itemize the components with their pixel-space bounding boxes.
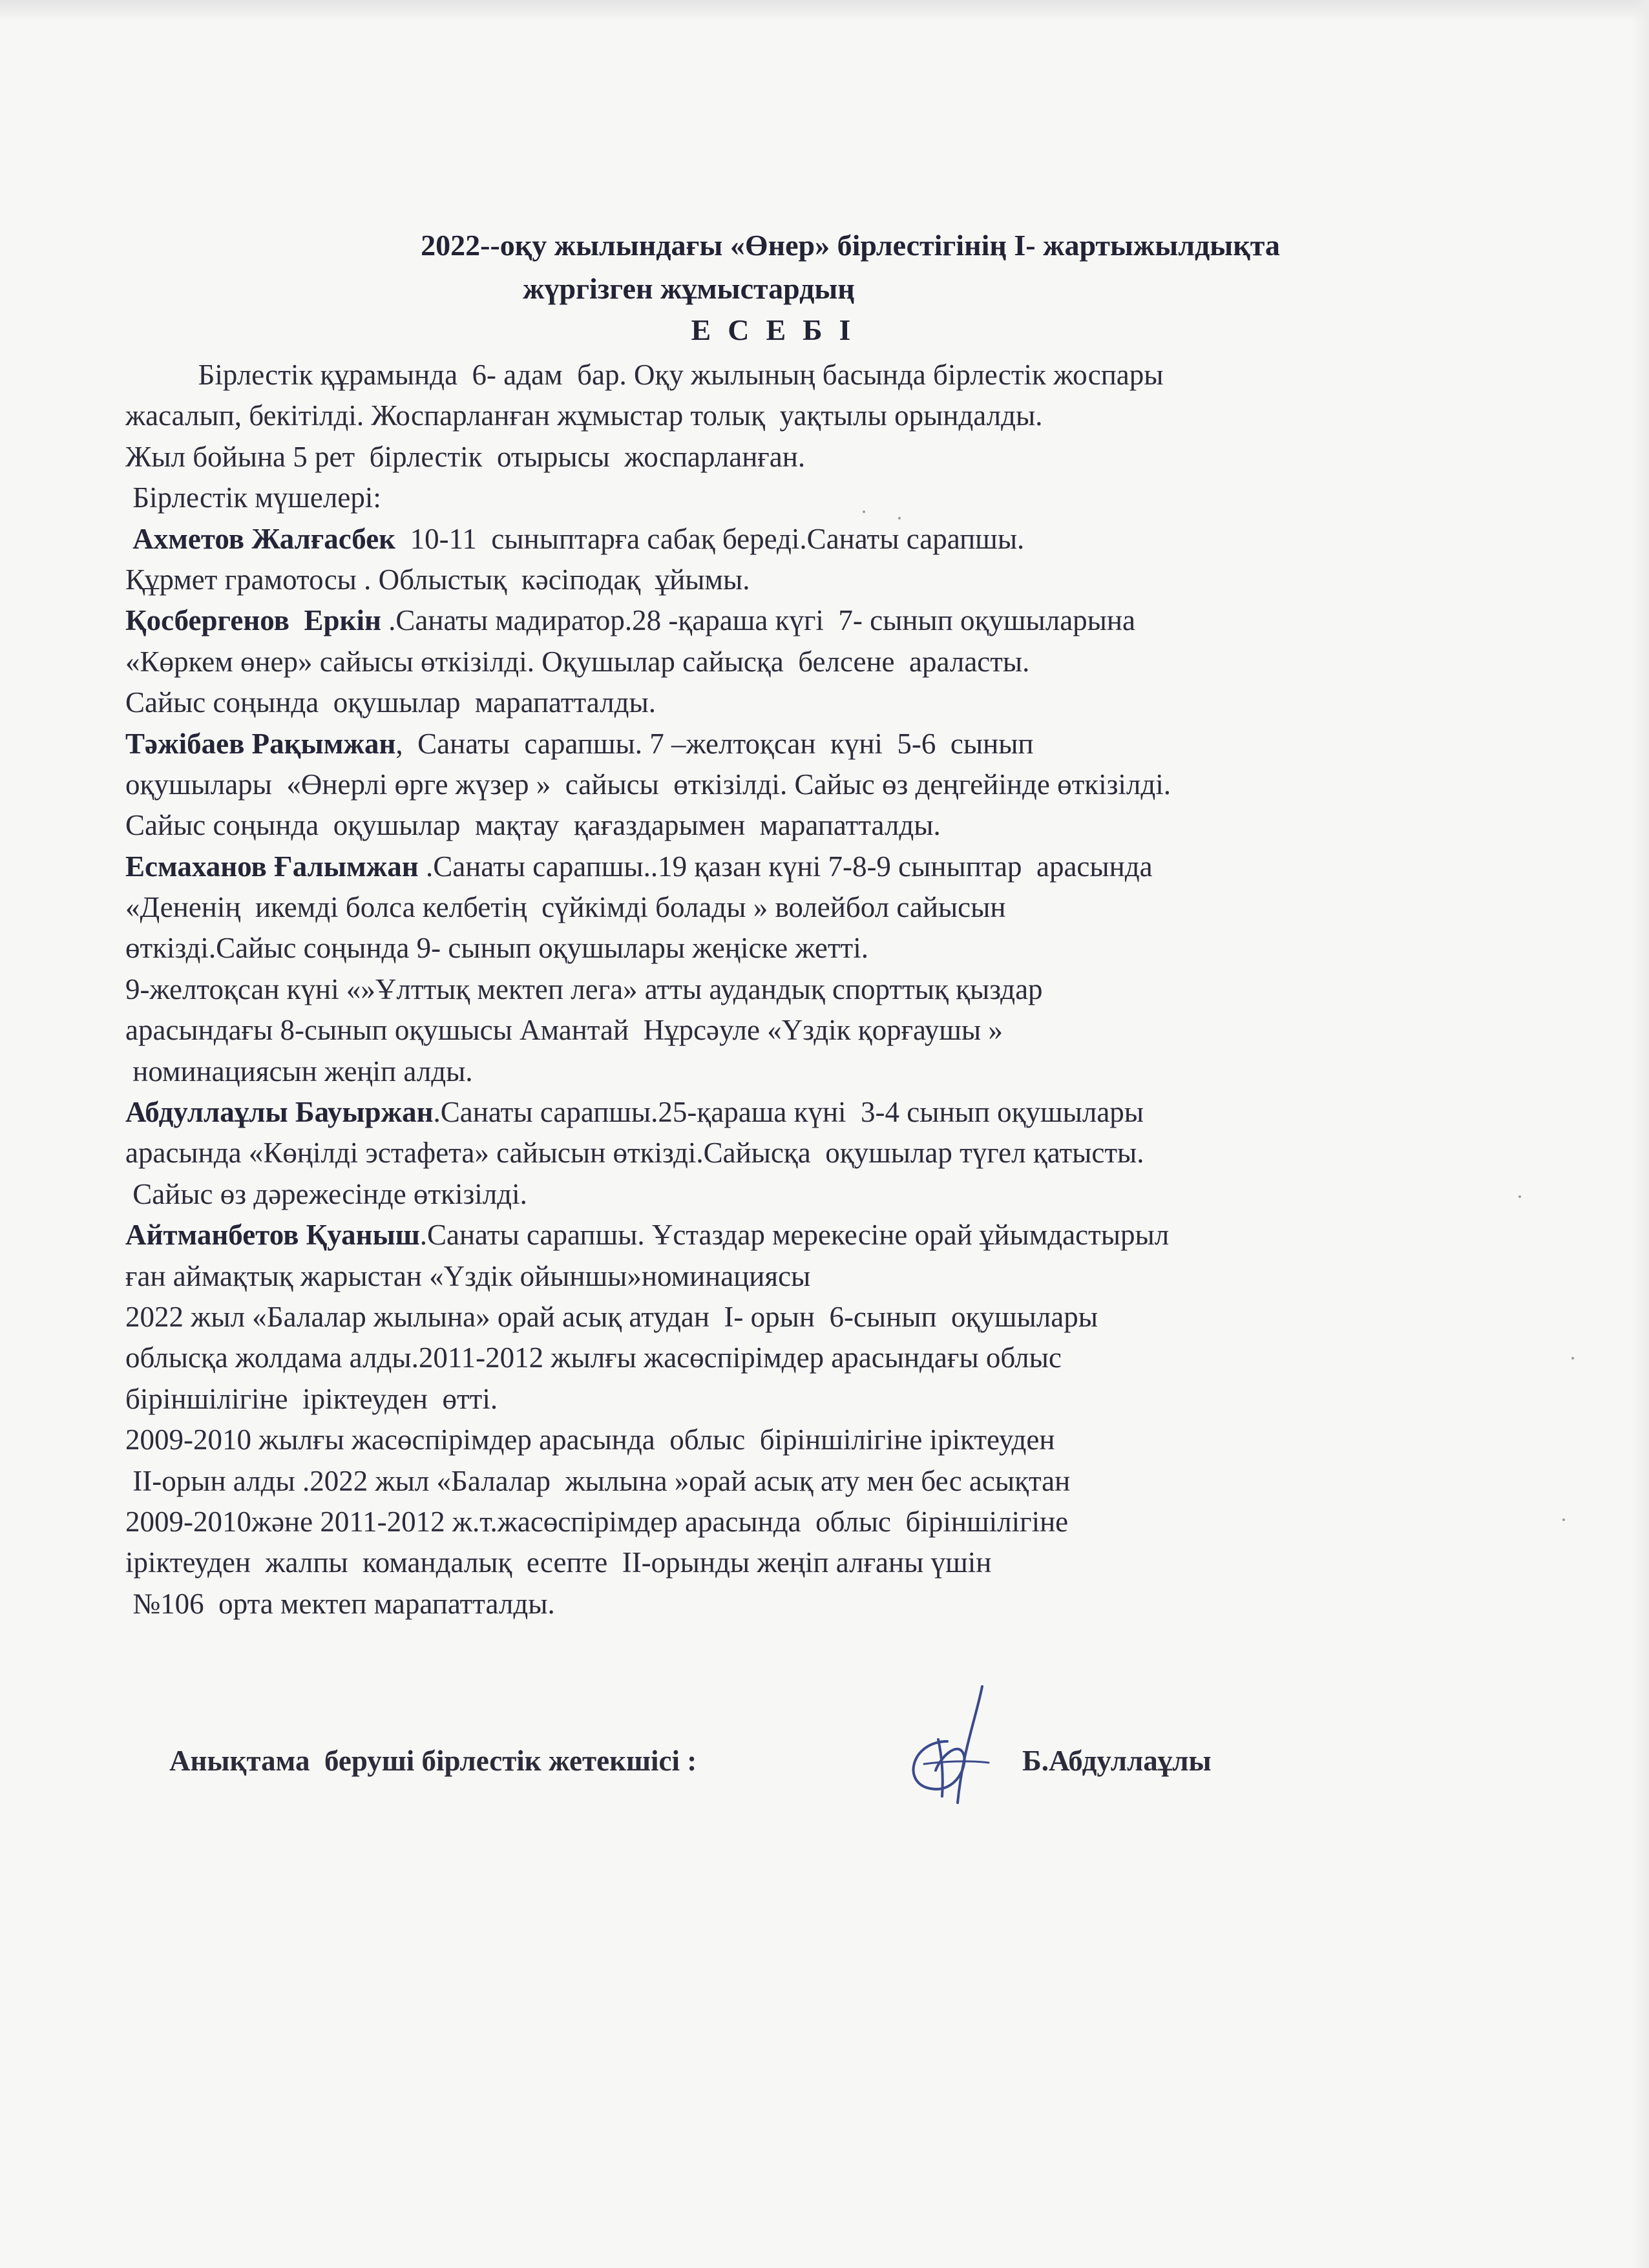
body-line (125, 1092, 1534, 1133)
body-text: 2009-2010және 2011-2012 ж.т.жасөспірімдер арасында облыс біріншілігіне (125, 1505, 1069, 1538)
body-text: 2009-2010 жылғы жасөспірімдер арасында облыс біріншілігіне іріктеуден (125, 1423, 1055, 1456)
body-line (125, 1461, 1534, 1502)
body-text: 2022 жыл «Балалар жылына» орай асық атудан І- орын 6-сынып оқушылары (125, 1300, 1098, 1333)
body-text: Бірлестік құрамында 6- адам бар. Оқу жылының басында бірлестік жоспары (125, 359, 1164, 391)
body-line (125, 887, 1534, 928)
body-text: 9-желтоқсан күні «»Ұлттық мектеп лега» атты аудандық спорттық қыздар (125, 972, 1043, 1005)
signer-label: Анықтама беруші бірлестік жетекшісі : (169, 1745, 697, 1777)
body-text: Сайыс соңында оқушылар мақтау қағаздарымен марапатталды. (125, 809, 941, 842)
body-text: «Көркем өнер» сайысы өткізілді. Оқушылар сайысқа белсене араласты. (125, 645, 1030, 678)
body-line (125, 1584, 1534, 1624)
body-line (125, 437, 1534, 478)
body-line (125, 1133, 1534, 1173)
body-line (125, 395, 1534, 436)
member-name: Тәжібаев Рақымжан (125, 727, 396, 760)
scan-speck (1571, 1357, 1574, 1360)
body-text: оқушылары «Өнерлі өрге жүзер » сайысы өткізілді. Сайыс өз деңгейінде өткізілді. (125, 768, 1171, 801)
body-line (125, 1051, 1534, 1092)
body-text: Бірлестік мүшелері: (125, 481, 381, 514)
handwritten-signature (885, 1680, 1014, 1809)
member-name: Есмаханов Ғалымжан (125, 850, 426, 883)
member-name: Абдуллаұлы Бауыржан (125, 1096, 434, 1129)
member-name: Ахметов Жалғасбек (125, 522, 396, 555)
body-line (125, 1256, 1534, 1297)
body-text: арасындағы 8-сынып оқушысы Амантай Нұрсәуле «Үздік қорғаушы » (125, 1014, 1003, 1047)
body-line (125, 928, 1534, 969)
body-text: іріктеуден жалпы командалық есепте ІІ-орынды жеңіп алғаны үшін (125, 1546, 992, 1579)
body-line (125, 1297, 1534, 1338)
report-title-line-2: жүргізген жұмыстардың (523, 272, 855, 305)
body-line (125, 1379, 1534, 1420)
scan-speck (863, 510, 865, 513)
report-title-line-1: 2022--оқу жылындағы «Өнер» бірлестігінің І- жартыжылдықта (421, 229, 1280, 262)
body-text: Сайыс өз дәрежесінде өткізілді. (125, 1177, 527, 1210)
member-name: Айтманбетов Қуаныш (125, 1219, 420, 1252)
body-line (125, 969, 1534, 1010)
scan-edge-shadow-right (1632, 0, 1649, 2268)
body-text: .Санаты сарапшы. Ұстаздар мерекесіне орай ұйымдастырыл (419, 1219, 1170, 1252)
body-text: «Дененің икемді болса келбетің сүйкімді болады » волейбол сайысын (125, 891, 1006, 924)
body-text: Сайыс соңында оқушылар марапатталды. (125, 686, 656, 719)
body-text: .Санаты мадиратор.28 -қараша күгі 7- сынып оқушыларына (388, 604, 1135, 637)
body-text: Жыл бойына 5 рет бірлестік отырысы жоспарланған. (125, 440, 806, 473)
body-text: 10-11 сыныптарға сабақ береді.Санаты сарапшы. (395, 522, 1025, 555)
body-text: өткізді.Сайыс соңында 9- сынып оқушылары жеңіске жетті. (125, 932, 868, 965)
body-line (125, 600, 1534, 641)
body-text: №106 орта мектеп марапатталды. (125, 1587, 555, 1620)
report-title-heading: ЕСЕБІ (691, 313, 868, 346)
body-line (125, 478, 1534, 518)
body-line (125, 1215, 1534, 1255)
body-line (125, 355, 1534, 395)
body-text: .Санаты сарапшы.25-қараша күні 3-4 сынып оқушылары (433, 1096, 1144, 1129)
report-body (125, 355, 1534, 1624)
body-line (125, 642, 1534, 682)
body-line (125, 846, 1534, 887)
body-line (125, 764, 1534, 805)
body-line (125, 560, 1534, 600)
body-text: номинациясын жеңіп алды. (125, 1055, 473, 1087)
body-line (125, 1502, 1534, 1542)
body-text: Құрмет грамотосы . Облыстық кәсіподақ ұйымы. (125, 563, 750, 596)
scan-speck (898, 517, 901, 520)
body-line (125, 1338, 1534, 1378)
body-line (125, 1420, 1534, 1460)
body-text: жасалып, бекітілді. Жоспарланған жұмыстар толық уақтылы орындалды. (125, 399, 1043, 432)
body-text: облысқа жолдама алды.2011-2012 жылғы жасөспірімдер арасындағы облыс (125, 1341, 1062, 1374)
body-text: , Санаты сарапшы. 7 –желтоқсан күні 5-6 сынып (395, 727, 1034, 760)
body-text: .Санаты сарапшы..19 қазан күні 7-8-9 сыныптар арасында (425, 850, 1153, 883)
body-line (125, 1010, 1534, 1051)
body-line (125, 519, 1534, 560)
member-name: Қосбергенов Еркін (125, 604, 389, 637)
body-line (125, 724, 1534, 764)
body-text: ІІ-орын алды .2022 жыл «Балалар жылына »орай асық ату мен бес асықтан (125, 1464, 1071, 1497)
body-line (125, 1174, 1534, 1215)
signer-name: Б.Абдуллаұлы (1022, 1745, 1212, 1777)
body-line (125, 1542, 1534, 1583)
scan-speck (1518, 1195, 1521, 1198)
scan-speck (1562, 1518, 1565, 1521)
body-text: арасында «Көңілді эстафета» сайысын өткізді.Сайысқа оқушылар түгел қатысты. (125, 1137, 1144, 1170)
scan-edge-shadow-top (0, 0, 1649, 22)
body-text: ған аймақтық жарыстан «Үздік ойыншы»номинациясы (125, 1259, 811, 1292)
body-text: біріншілігіне іріктеуден өтті. (125, 1382, 498, 1415)
body-line (125, 682, 1534, 723)
body-line (125, 805, 1534, 846)
